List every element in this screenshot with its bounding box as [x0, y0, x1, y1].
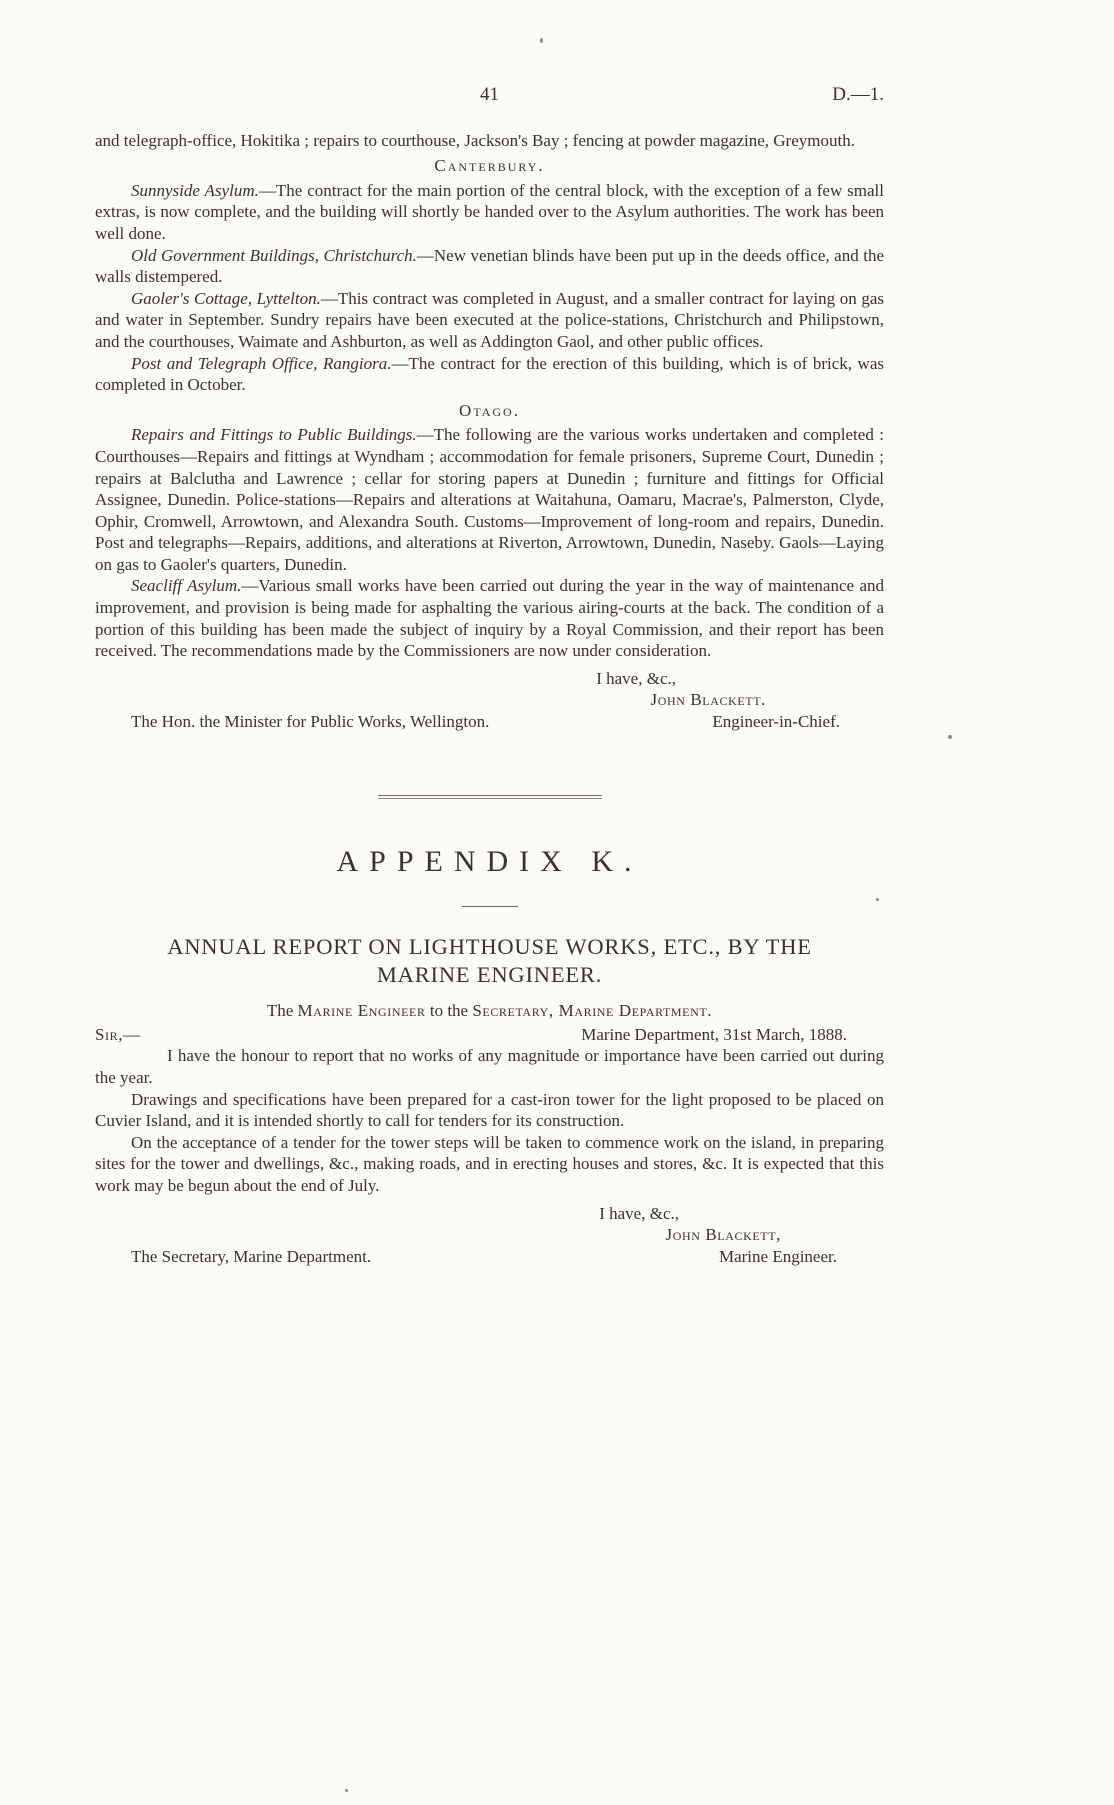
- scan-artifact: [876, 898, 879, 901]
- salutation-line: [95, 1024, 884, 1046]
- salutation: Sir,—: [95, 1024, 141, 1044]
- page-number: 41: [480, 84, 499, 105]
- paragraph-body: —The contract for the main portion of the central block, with the exception of a few small extras, is now complete, and the building will shortly be handed over to the Asylum authorities. The work has been well done.: [95, 180, 884, 243]
- page-header: [95, 84, 884, 106]
- signatory-name: John Blackett.: [650, 690, 766, 710]
- paragraph-body: —Various small works have been carried out during the year in the way of maintenance and improvement, and provision is being made for asphalting the various airing-courts at the back. The condition of a portion of this building has been made the subject of inquiry by a Royal Commission, and their report has been received. The recommendations made by the Commissioners are now under consideration.: [95, 576, 884, 661]
- signature-block-1: [95, 668, 884, 733]
- paragraph-lead: Sunnyside Asylum.: [131, 180, 259, 200]
- section-heading-canterbury: Canterbury.: [434, 156, 545, 176]
- signature-block-2: [95, 1203, 884, 1268]
- signatory-title: Marine Engineer.: [718, 1246, 837, 1266]
- paragraph-lead: Post and Telegraph Office, Rangiora.: [131, 353, 392, 373]
- paragraph-body: —The following are the various works undertaken and completed : Courthouses—Repairs and fittings at Wyndham ; accommodation for female prisoners, Supreme Court, Dunedin ; repairs at Balclutha and Lawrence ; cellar for storing papers at Dunedin ; furniture and fittings for Official Assignee, Dunedin. Police-stations—Repairs and alterations at Waitahuna, Oamaru, Macrae's, Palmerston, Clyde, Ophir, Cromwell, Arrowtown, and Alexandra South. Customs—Improvement of long-room and repairs, Dunedin. Post and telegraphs—Repairs, additions, and alterations at Riverton, Arrowtown, Dunedin, Naseby. Gaols—Laying on gas to Gaoler's quarters, Dunedin.: [95, 425, 884, 574]
- scan-artifact: [540, 38, 543, 43]
- letter-paragraph-2: Drawings and specifications have been prepared for a cast-iron tower for the light proposed to be placed on Cuvier Island, and it is intended shortly to call for tenders for its construction.: [95, 1089, 884, 1131]
- paragraph-old-government-buildings: [95, 245, 884, 288]
- doc-code: D.—1.: [832, 84, 884, 105]
- dateline: Marine Department, 31st March, 1888.: [581, 1024, 847, 1044]
- appendix-title: APPENDIX K.: [336, 844, 643, 878]
- paragraph-body: —The contract for the erection of this building, which is of brick, was completed in October.: [95, 353, 884, 395]
- report-title-line-1: ANNUAL REPORT ON LIGHTHOUSE WORKS, ETC., BY THE: [167, 934, 812, 960]
- letter-paragraph-3: On the acceptance of a tender for the tower steps will be taken to commence work on the island, in preparing sites for the tower and dwellings, &c., making roads, and in erecting houses and stores, &c. It is expected that this work may be begun about the end of July.: [95, 1132, 884, 1195]
- letter-to-line: [95, 1000, 884, 1022]
- to-line-mid: to the: [425, 1001, 473, 1021]
- paragraph-seacliff-asylum: [95, 575, 884, 661]
- section-divider-rule: [378, 795, 602, 799]
- appendix-title-rule: [462, 906, 518, 907]
- valediction: I have, &c.,: [599, 1203, 679, 1223]
- to-line-engineer: Marine Engineer: [297, 1001, 426, 1021]
- valediction: I have, &c.,: [596, 668, 676, 688]
- report-title-line-2: MARINE ENGINEER.: [376, 962, 603, 988]
- paragraph-lead: Seacliff Asylum.: [131, 576, 242, 596]
- addressee: The Secretary, Marine Department.: [131, 1246, 372, 1266]
- report-title: [95, 933, 884, 989]
- paragraph-post-telegraph-rangiora: [95, 353, 884, 396]
- paragraph-repairs-fittings: [95, 424, 884, 575]
- signatory-title: Engineer-in-Chief.: [712, 712, 840, 732]
- letter-paragraph-1: I have the honour to report that no works of any magnitude or importance have been carried out during the year.: [95, 1046, 884, 1087]
- paragraph-lead: Gaoler's Cottage, Lyttelton.: [131, 288, 321, 308]
- paragraph-sunnyside-asylum: [95, 180, 884, 245]
- addressee-line: [95, 711, 884, 733]
- section-heading-otago: Otago.: [459, 400, 520, 420]
- addressee: The Hon. the Minister for Public Works, Wellington.: [131, 712, 490, 732]
- scan-artifact: [345, 1789, 348, 1792]
- paragraph-body: —New venetian blinds have been put up in the deeds office, and the walls distempered.: [95, 245, 884, 287]
- paragraph-lead: Repairs and Fittings to Public Buildings.: [131, 425, 417, 445]
- continuation-paragraph: and telegraph-office, Hokitika ; repairs to courthouse, Jackson's Bay ; fencing at powder magazine, Greymouth.: [95, 130, 855, 150]
- addressee-line: [95, 1246, 884, 1268]
- scan-artifact: [948, 735, 952, 739]
- to-line-pre: The: [266, 1001, 298, 1021]
- to-line-department: Secretary, Marine Department.: [472, 1001, 713, 1021]
- paragraph-gaolers-cottage: [95, 288, 884, 353]
- paragraph-body: —This contract was completed in August, and a smaller contract for laying on gas and water in September. Sundry repairs have been executed at the police-stations, Christchurch and Philipstown, and the courthouses, Waimate and Ashburton, as well as Addington Gaol, and other public offices.: [95, 288, 884, 351]
- paragraph-lead: Old Government Buildings, Christchurch.: [131, 245, 417, 265]
- signatory-name: John Blackett,: [665, 1225, 781, 1245]
